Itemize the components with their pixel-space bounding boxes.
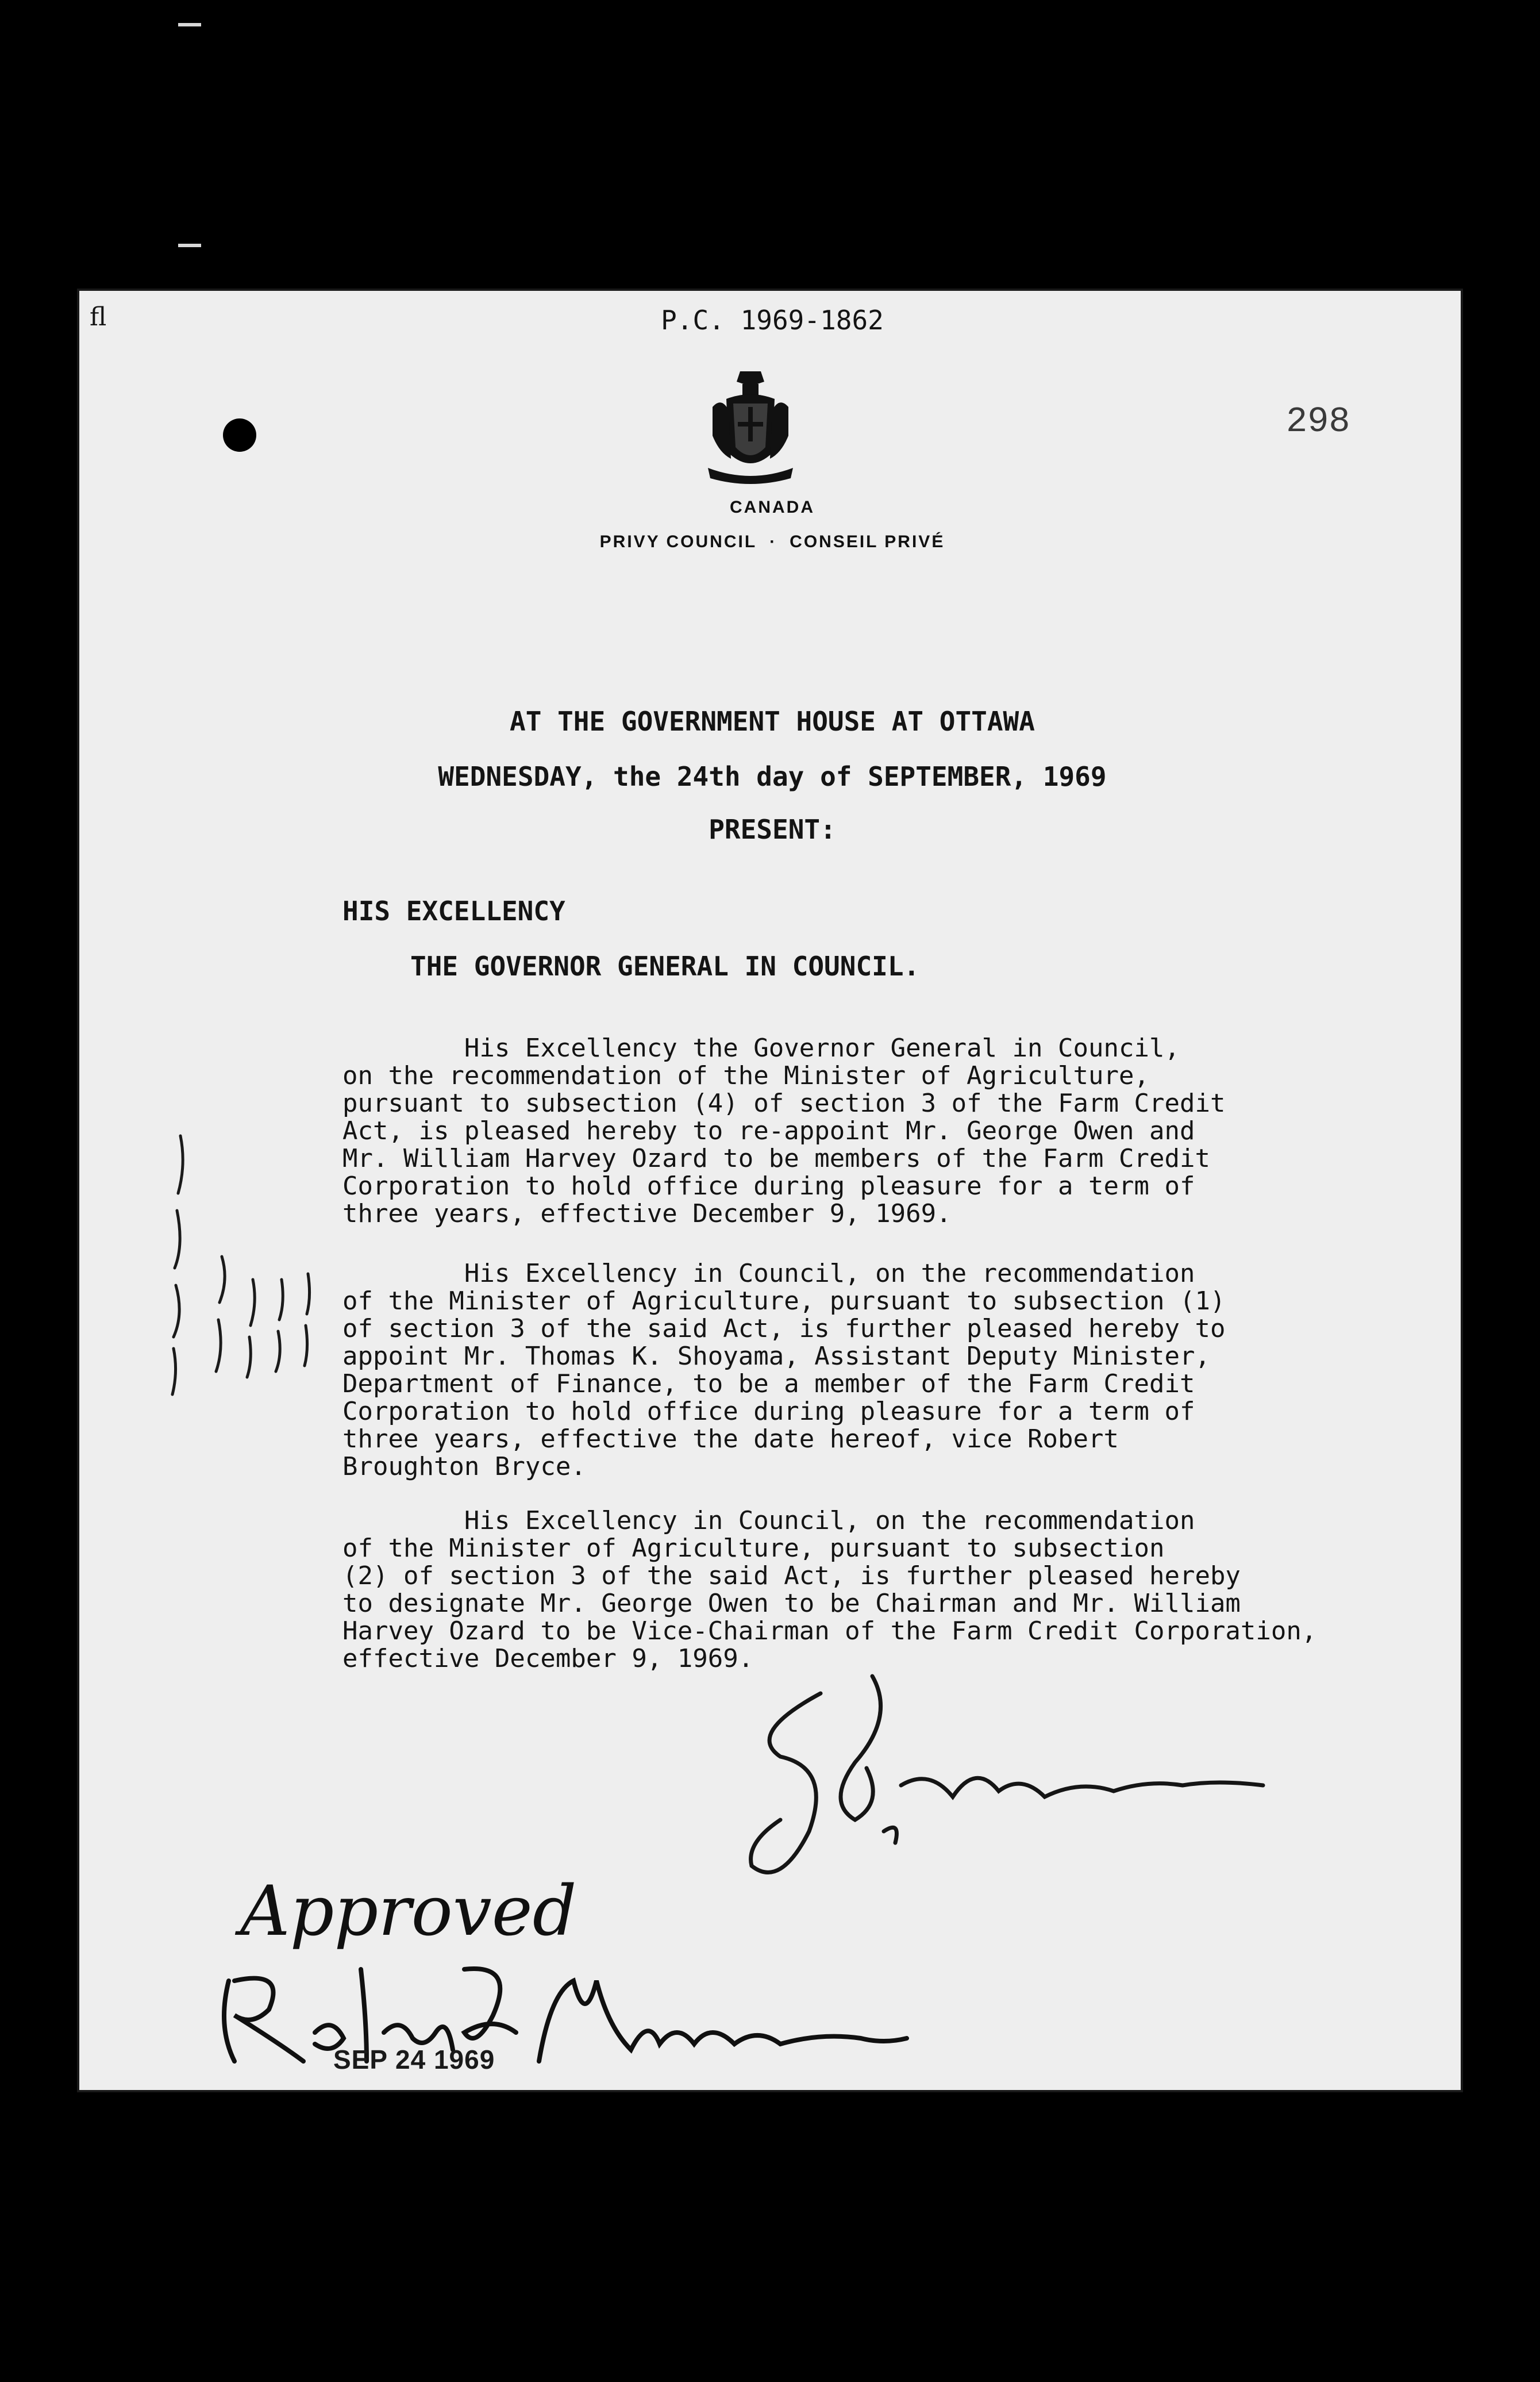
corner-mark: fl xyxy=(90,302,107,332)
salutation-line-1: HIS EXCELLENCY xyxy=(342,896,565,927)
location-heading: AT THE GOVERNMENT HOUSE AT OTTAWA xyxy=(510,706,1035,737)
signature-image xyxy=(711,1670,1343,1912)
punch-hole xyxy=(223,418,256,452)
film-edge-mark xyxy=(178,244,201,247)
approved-word: Approved xyxy=(240,1872,577,1951)
pc-number: P.C. 1969-1862 xyxy=(661,305,884,336)
present-heading: PRESENT: xyxy=(709,814,836,845)
approval-date-stamp: SEP 24 1969 xyxy=(333,2045,495,2074)
coat-of-arms-icon xyxy=(700,367,801,485)
governor-general-signature xyxy=(194,1946,918,2079)
country-name: CANADA xyxy=(730,498,815,517)
paragraph-1: His Excellency the Governor General in Council, on the recommendation of the Minister of Agriculture, pursuant to subsection (4) of section 3 of the Farm Credit Act, is pleased hereby to re-appoint Mr. George Owen and Mr. William Harvey Ozard to be members of the Farm Credit Corporation to hold office during pleasure for a term of three years, effective December 9, 1969. xyxy=(342,1034,1226,1228)
privy-council-line xyxy=(79,532,1465,552)
margin-note xyxy=(161,1130,345,1406)
date-heading: WEDNESDAY, the 24th day of SEPTEMBER, 1969 xyxy=(438,761,1107,792)
salutation-line-2: THE GOVERNOR GENERAL IN COUNCIL. xyxy=(410,951,920,982)
council-separator: · xyxy=(769,532,777,551)
page-number: 298 xyxy=(1286,401,1350,442)
council-french: CONSEIL PRIVÉ xyxy=(790,532,945,551)
council-english: PRIVY COUNCIL xyxy=(599,532,757,551)
film-edge-mark xyxy=(178,23,201,26)
document-page xyxy=(77,289,1463,2092)
paragraph-2: His Excellency in Council, on the recommendation of the Minister of Agriculture, pursuant to subsection (1) of section 3 of the said Act, is further pleased hereby to appoint Mr. Thomas K. Shoyama, Assistant Deputy Minister, Department of Finance, to be a member of the Farm Credit Corporation to hold office during pleasure for a term of three years, effective the date hereof, vice Robert Broughton Bryce. xyxy=(342,1259,1226,1481)
paragraph-3: His Excellency in Council, on the recommendation of the Minister of Agriculture, pursuant to subsection (2) of section 3 of the said Act, is further pleased hereby to designate Mr. George Owen to be Chairman and Mr. William Harvey Ozard to be Vice-Chairman of the Farm Credit Corporation, effective December 9, 1969. xyxy=(342,1506,1317,1673)
